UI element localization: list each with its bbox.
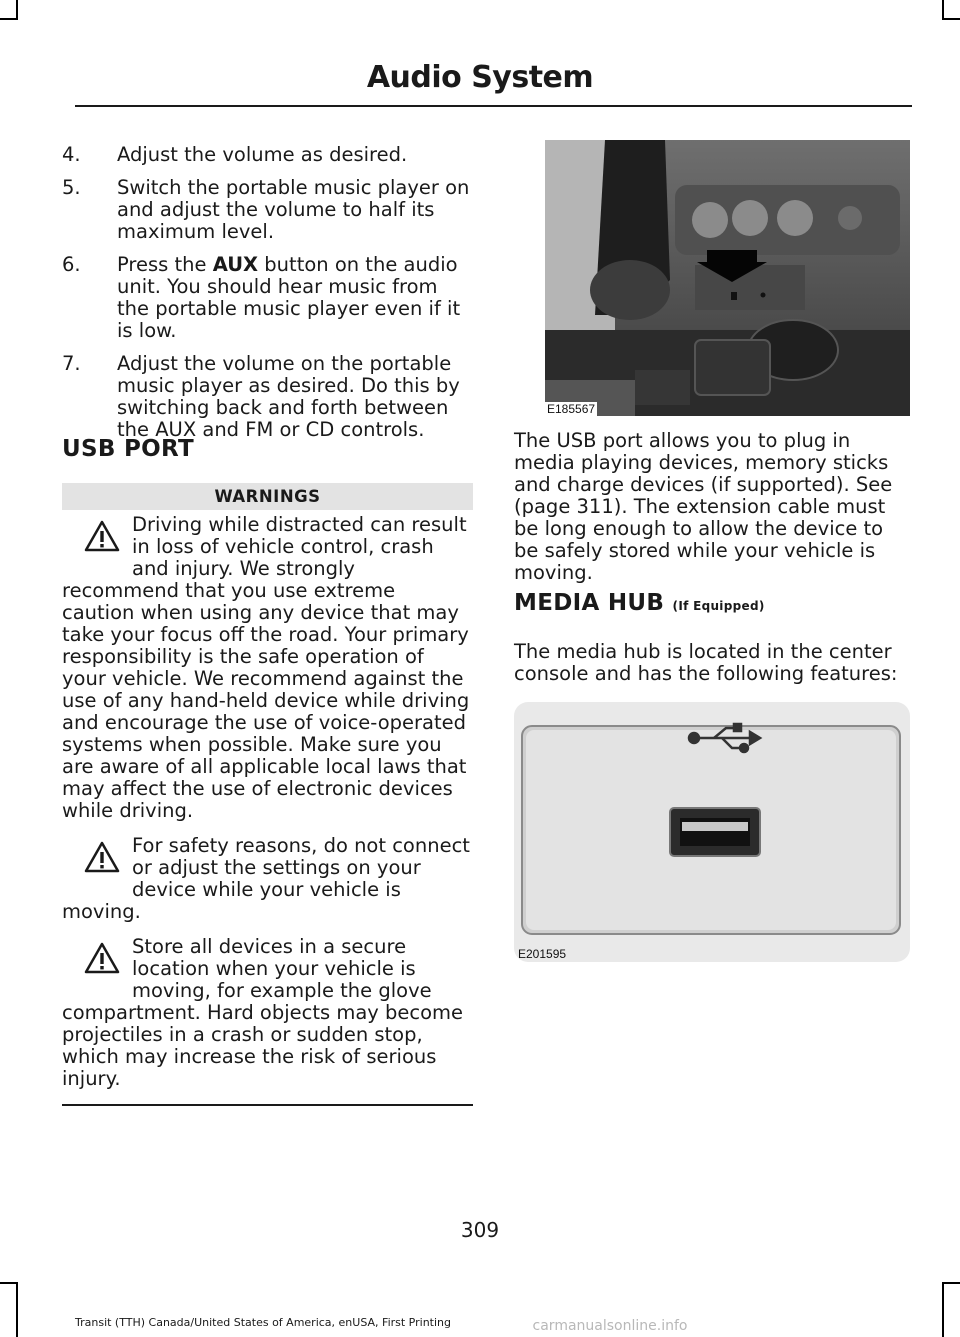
footer-text: Transit (TTH) Canada/United States of America, enUSA, First Printing — [75, 1316, 451, 1329]
step-text: Adjust the volume on the portable music player as desired. Do this by switching back and forth between the AUX and FM or CD controls. — [117, 352, 460, 441]
steps-column — [62, 144, 474, 452]
usb-description-column — [514, 430, 910, 584]
warning-triangle-icon — [62, 835, 132, 901]
usb-description: The USB port allows you to plug in media playing devices, memory sticks and charge devices (if supported). See (page 311). The extension cable must be long enough to allow the device to be safely stored while your vehicle is moving. — [514, 429, 893, 584]
warning-text: Store all devices in a secure location when your vehicle is moving, for example the glove compartment. Hard objects may become projectiles in a crash or sudden stop, which may increase the risk of serious injury. — [62, 935, 464, 1090]
step-list — [62, 144, 474, 441]
step-text — [117, 254, 474, 342]
media-hub-image — [514, 700, 910, 964]
step-text-pre: Press the — [117, 253, 213, 276]
step-text: Switch the portable music player on and adjust the volume to half its maximum level. — [117, 176, 470, 243]
watermark: carmanualsonline.info — [532, 1318, 688, 1334]
page-title: Audio System — [366, 60, 594, 95]
warnings-end-rule — [62, 1104, 473, 1106]
aux-button-label: AUX — [212, 253, 259, 276]
list-item — [62, 144, 474, 166]
usb-port-location-image — [545, 140, 910, 416]
crop-mark — [942, 1282, 960, 1284]
step-text: Adjust the volume as desired. — [117, 143, 408, 166]
list-item — [62, 177, 474, 243]
media-hub-description: The media hub is located in the center console and has the following features: — [514, 640, 898, 685]
list-item — [62, 353, 474, 441]
crop-mark — [942, 18, 960, 20]
step-number: 6. — [62, 253, 81, 276]
header-divider — [75, 105, 912, 107]
warning-text: For safety reasons, do not connect or adjust the settings on your device while your vehicle is moving. — [62, 834, 470, 923]
step-number: 7. — [62, 352, 81, 375]
warning-item — [62, 514, 473, 822]
crop-mark — [0, 18, 18, 20]
figure-id: E201595 — [518, 947, 567, 961]
warning-item — [62, 936, 473, 1090]
crop-mark — [942, 0, 944, 20]
warning-triangle-icon — [62, 936, 132, 1002]
warnings-box — [62, 483, 473, 1106]
warning-text: Driving while distracted can result in loss of vehicle control, crash and injury. We strongly recommend that you use extreme caution when using any device that may take your focus off the road. Your primary responsibility is the safe operation of your vehicle. We recommend against the use of any hand-held device while driving and encourage the use of voice-operated systems when possible. Make sure you are aware of all applicable local laws that may affect the use of electronic devices while driving. — [62, 513, 470, 822]
warnings-title: WARNINGS — [62, 483, 473, 510]
step-number: 5. — [62, 176, 81, 199]
warning-triangle-icon — [62, 514, 132, 580]
crop-mark — [0, 1282, 18, 1284]
crop-mark — [16, 0, 18, 20]
warning-item — [62, 835, 473, 923]
page-number: 309 — [460, 1218, 500, 1242]
if-equipped-label: (If Equipped) — [672, 599, 765, 613]
list-item — [62, 254, 474, 342]
figure-id: E185567 — [547, 402, 596, 416]
media-hub-title: MEDIA HUB — [514, 590, 665, 616]
step-number: 4. — [62, 143, 81, 166]
media-hub-heading — [514, 590, 765, 616]
usb-port-heading: USB PORT — [62, 436, 194, 462]
step-text-post: button on the audio unit. You should hear music from the portable music player even if it is low. — [117, 253, 461, 342]
